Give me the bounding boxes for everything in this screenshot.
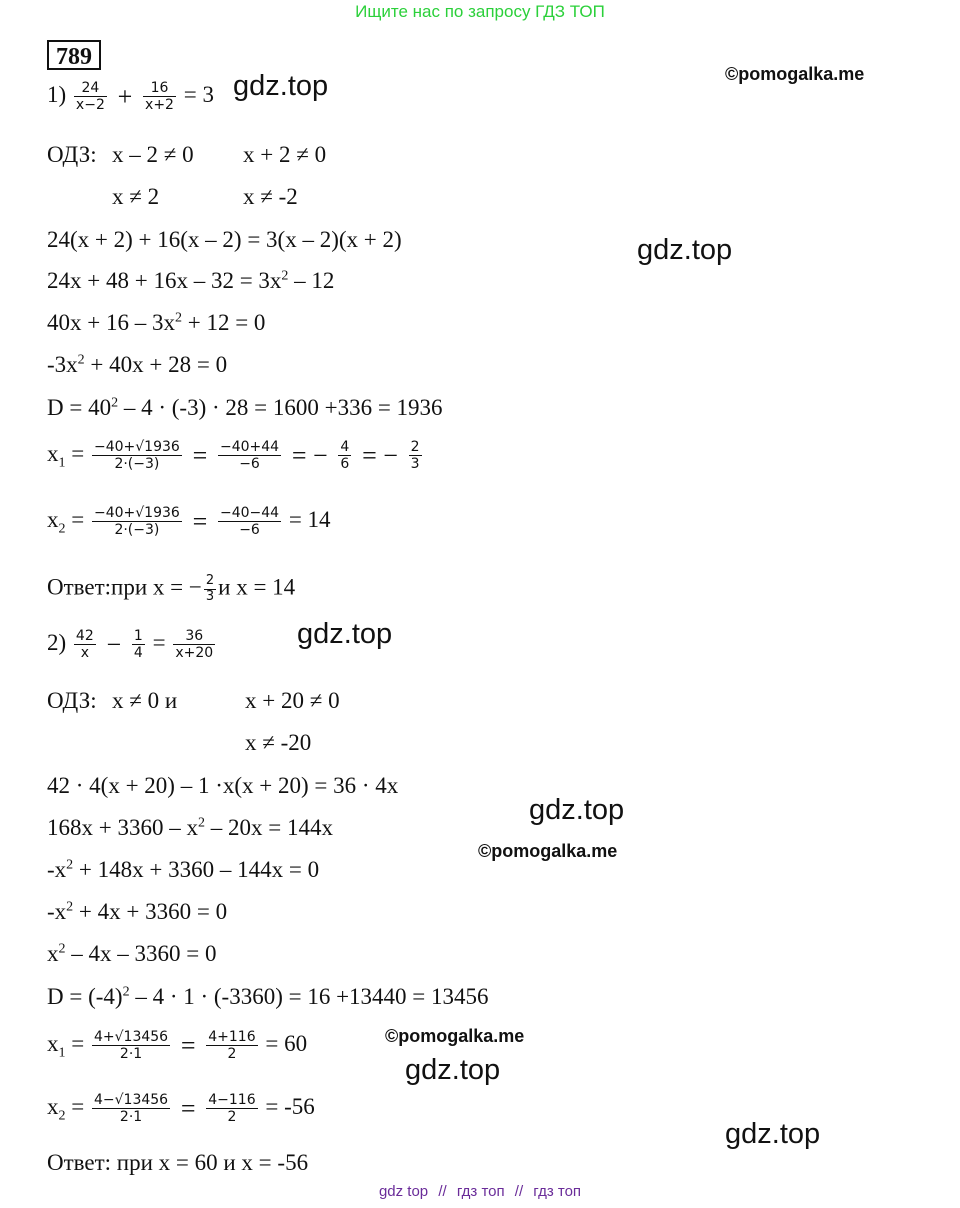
text: + 12 = 0: [181, 310, 266, 335]
answer-part2: Ответ: при x = 60 и x = -56: [47, 1150, 309, 1175]
fraction: [218, 505, 281, 538]
numerator: 4+116: [208, 1029, 256, 1045]
odz-condition: x ≠ 0 и: [112, 688, 178, 713]
solution-line: [47, 899, 227, 925]
variable: x: [47, 1093, 59, 1119]
operator: = −: [362, 440, 398, 470]
answer-part1: [47, 574, 295, 605]
text: -3x: [47, 352, 78, 377]
denominator: 2·(−3): [114, 522, 160, 539]
operator: −: [106, 629, 122, 659]
problem-number: 789: [47, 40, 101, 70]
exponent: 2: [197, 815, 205, 831]
odz-condition: x – 2 ≠ 0: [112, 142, 194, 167]
discriminant-line: [47, 984, 489, 1010]
numerator: 16: [143, 80, 176, 97]
watermark-gdz: gdz.top: [529, 794, 625, 826]
variable: x: [47, 1030, 59, 1056]
watermark-gdz: gdz.top: [233, 70, 329, 102]
solution-line: [47, 310, 265, 336]
top-banner[interactable]: Ищите нас по запросу ГДЗ ТОП: [355, 2, 605, 21]
odz-condition: x + 20 ≠ 0: [245, 688, 340, 713]
fraction: [74, 628, 96, 661]
numerator: 2: [410, 439, 420, 455]
numerator: 1: [133, 628, 143, 644]
result: = 60: [265, 1030, 308, 1056]
exponent: 2: [111, 395, 119, 411]
denominator: 2·(−3): [114, 456, 160, 473]
odz-label: ОДЗ:: [47, 142, 97, 167]
numerator: 4+√13456: [93, 1029, 169, 1045]
fraction: [92, 439, 182, 472]
solution-line: [47, 352, 227, 378]
footer-link[interactable]: gdz top: [378, 1183, 429, 1200]
variable: x: [47, 506, 59, 532]
variable: x: [47, 440, 59, 466]
fraction: [92, 1029, 170, 1062]
fraction: [92, 1092, 170, 1125]
solution-line: 42 · 4(x + 20) – 1 ·x(x + 20) = 36 · 4x: [47, 773, 399, 798]
operator: +: [117, 81, 133, 111]
fraction: [204, 574, 216, 605]
numerator: −40+√1936: [93, 505, 180, 521]
text: – 4 · (-3) · 28 = 1600 +336 = 1936: [118, 395, 443, 420]
numerator: −40+44: [219, 439, 280, 455]
text: + 4x + 3360 = 0: [73, 899, 228, 924]
watermark-gdz: gdz.top: [297, 618, 393, 650]
denominator: x−2: [75, 97, 105, 114]
denominator: 2·1: [119, 1046, 143, 1063]
operator: =: [152, 629, 166, 655]
fraction: [206, 1029, 257, 1062]
subscript: 1: [58, 1045, 66, 1061]
watermark-gdz: gdz.top: [637, 234, 733, 266]
result: = -56: [265, 1093, 315, 1119]
watermark-pomogalka: ©pomogalka.me: [478, 841, 618, 861]
fraction: [92, 505, 182, 538]
numerator: −40+√1936: [93, 439, 180, 455]
text: 168x + 3360 – x: [47, 815, 198, 840]
fraction: [409, 439, 422, 472]
footer-link[interactable]: гдз топ: [533, 1183, 582, 1200]
part2-equation: [47, 628, 217, 661]
numerator: 4−√13456: [93, 1092, 169, 1108]
numerator: 24: [74, 80, 107, 97]
result: = 14: [288, 506, 331, 532]
footer-links: [0, 1183, 960, 1200]
text: 40x + 16 – 3x: [47, 310, 175, 335]
numerator: 2: [205, 573, 215, 588]
subscript: 1: [58, 455, 66, 471]
part1-label: 1): [47, 81, 67, 107]
answer-text: и x = 14: [218, 574, 296, 600]
solution-line: [47, 268, 334, 294]
text: -x: [47, 857, 67, 882]
denominator: x+2: [145, 97, 174, 114]
fraction: [74, 80, 107, 113]
text: x: [47, 941, 59, 966]
text: – 4x – 3360 = 0: [65, 941, 217, 966]
exponent: 2: [281, 268, 289, 284]
exponent: 2: [58, 941, 66, 957]
fraction: [132, 628, 145, 661]
text: -x: [47, 899, 67, 924]
exponent: 2: [122, 984, 130, 1000]
denominator: x+20: [175, 645, 214, 662]
solution-line: [47, 815, 333, 841]
operator: =: [192, 506, 208, 536]
odz-condition: x ≠ 2: [112, 184, 160, 209]
root-x1: [47, 1029, 307, 1062]
operator: =: [71, 506, 85, 532]
denominator: 2: [227, 1109, 237, 1126]
denominator: 6: [340, 456, 350, 473]
solution-line: [47, 857, 319, 883]
watermark-pomogalka: ©pomogalka.me: [725, 64, 865, 84]
text: D = (-4): [47, 984, 123, 1009]
root-x1: [47, 439, 424, 472]
fraction: [173, 628, 215, 661]
watermark-gdz: gdz.top: [725, 1118, 821, 1150]
numerator: 4: [340, 439, 350, 455]
discriminant-line: [47, 395, 443, 421]
operator: =: [71, 1093, 85, 1119]
text: + 40x + 28 = 0: [84, 352, 228, 377]
denominator: 2: [227, 1046, 237, 1063]
exponent: 2: [174, 310, 182, 326]
text: – 12: [288, 268, 335, 293]
operator: =: [192, 440, 208, 470]
denominator: 3: [205, 588, 215, 604]
odz-label: ОДЗ:: [47, 688, 97, 713]
fraction: [143, 80, 176, 113]
footer-separator: //: [438, 1183, 447, 1200]
numerator: −40−44: [219, 505, 280, 521]
watermark-pomogalka: ©pomogalka.me: [385, 1026, 525, 1046]
operator: = −: [291, 440, 328, 470]
text: D = 40: [47, 395, 112, 420]
fraction: [218, 439, 281, 472]
odz-condition: x ≠ -20: [245, 730, 312, 755]
operator: =: [180, 1093, 196, 1123]
footer-separator: //: [514, 1183, 524, 1200]
denominator: 3: [410, 456, 420, 473]
subscript: 2: [58, 521, 66, 537]
fraction: [206, 1092, 257, 1125]
answer-text: Ответ:при x = −: [47, 574, 202, 600]
part2-label: 2): [47, 629, 67, 655]
denominator: x: [80, 645, 89, 662]
solution-line: 24(x + 2) + 16(x – 2) = 3(x – 2)(x + 2): [47, 227, 402, 252]
fraction: [338, 439, 351, 472]
subscript: 2: [58, 1108, 66, 1124]
denominator: −6: [239, 522, 260, 539]
part1-equation: [47, 80, 214, 113]
operator: =: [71, 1030, 85, 1056]
denominator: 2·1: [119, 1109, 143, 1126]
exponent: 2: [66, 857, 74, 873]
text: 24x + 48 + 16x – 32 = 3x: [47, 268, 282, 293]
operator: =: [71, 440, 85, 466]
denominator: −6: [239, 456, 260, 473]
root-x2: [47, 1092, 315, 1125]
exponent: 2: [66, 899, 74, 915]
root-x2: [47, 505, 331, 538]
numerator: 42: [75, 628, 94, 644]
numerator: 36: [173, 628, 215, 645]
exponent: 2: [77, 352, 85, 368]
watermark-gdz: gdz.top: [405, 1054, 501, 1086]
text: + 148x + 3360 – 144x = 0: [73, 857, 320, 882]
rhs: = 3: [183, 81, 214, 107]
footer-link[interactable]: гдз топ: [456, 1183, 505, 1200]
operator: =: [180, 1030, 196, 1060]
numerator: 4−116: [208, 1092, 256, 1108]
text: – 4 · 1 · (-3360) = 16 +13440 = 13456: [129, 984, 489, 1009]
denominator: 4: [133, 645, 143, 662]
solution-line: [47, 941, 216, 967]
text: – 20x = 144x: [204, 815, 333, 840]
odz-condition: x + 2 ≠ 0: [243, 142, 327, 167]
odz-condition: x ≠ -2: [243, 184, 298, 209]
